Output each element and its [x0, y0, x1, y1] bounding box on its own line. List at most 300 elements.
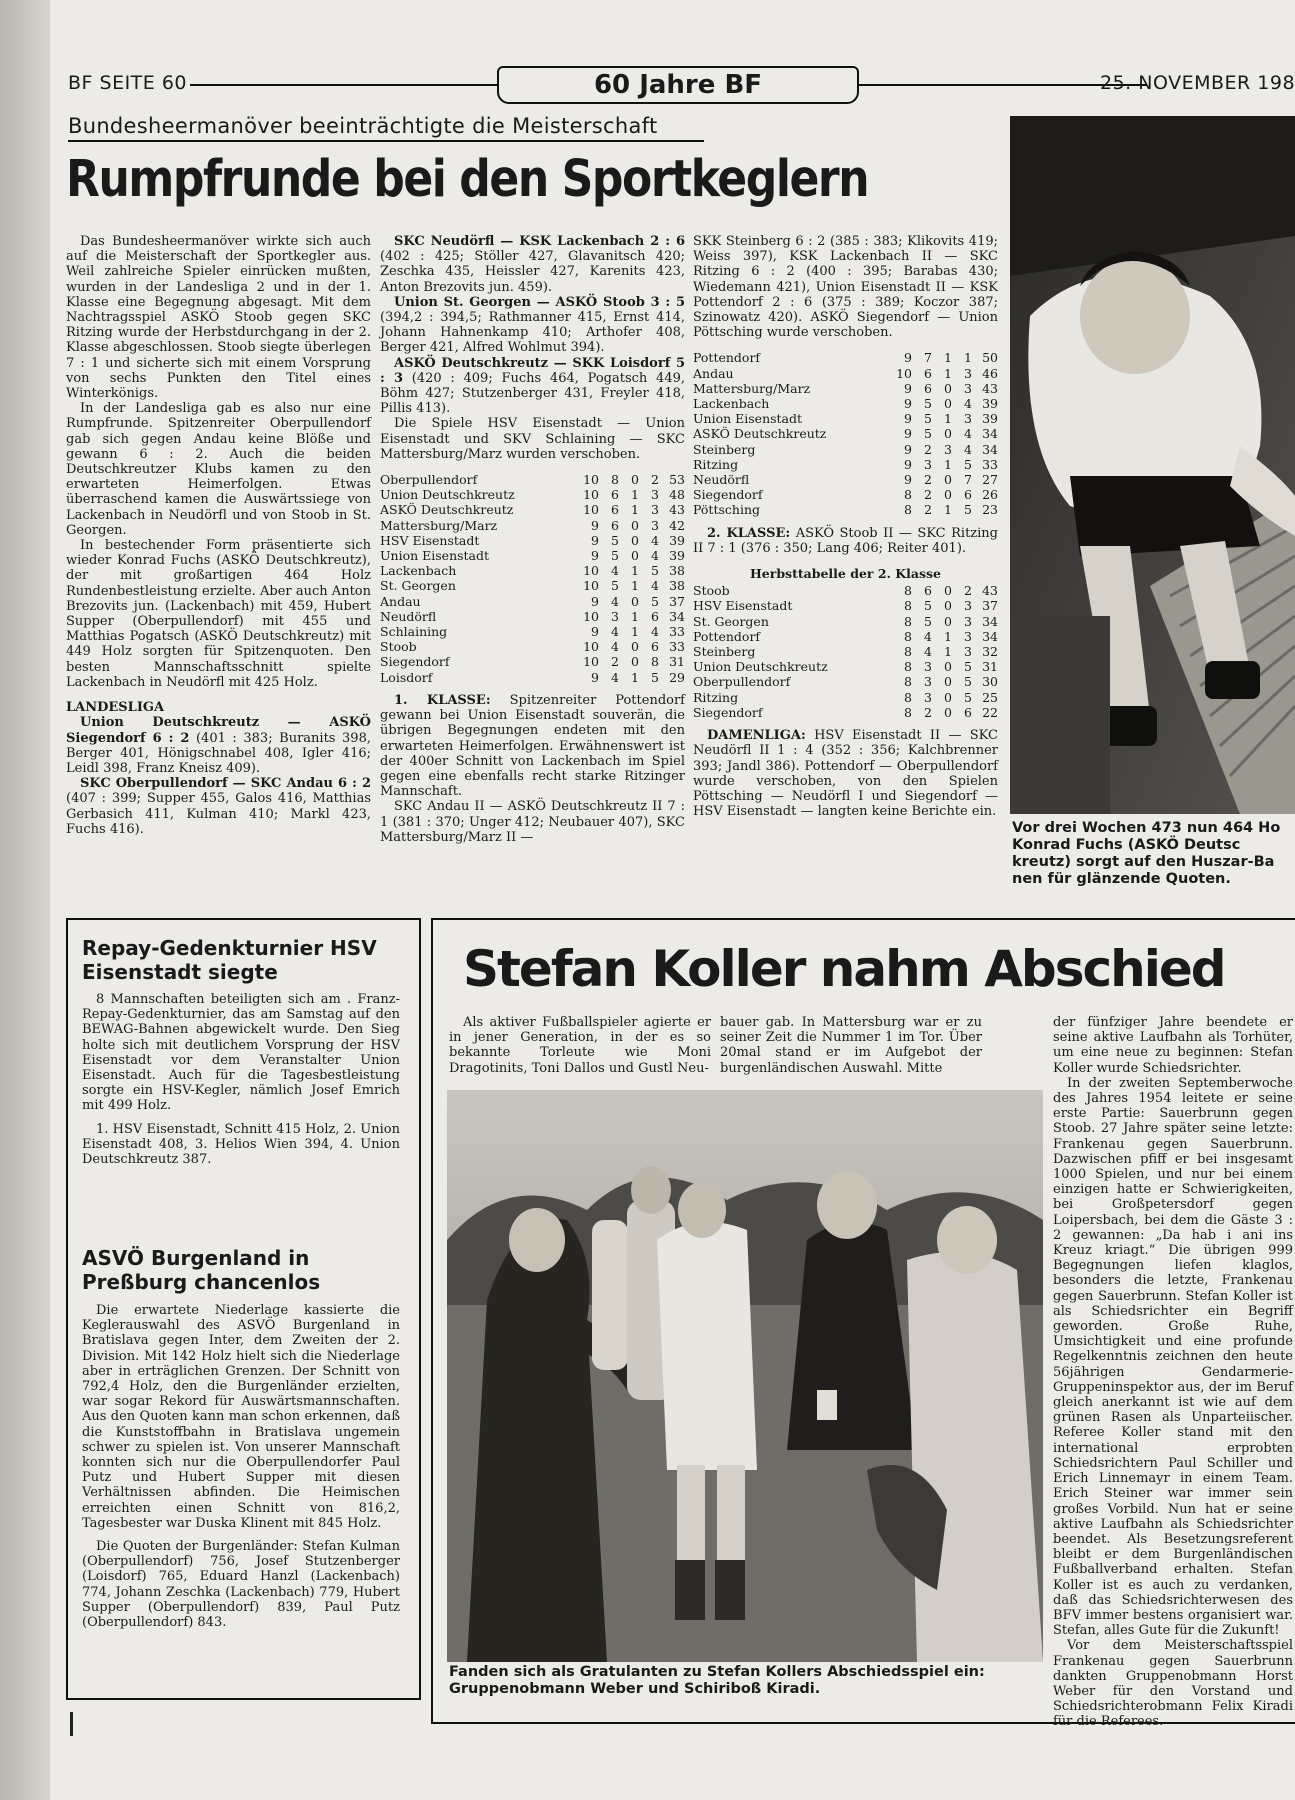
stat-value: 5: [964, 502, 972, 518]
sidebar-text-2: [82, 1303, 400, 1630]
stat-value: 5: [611, 578, 619, 594]
stat-value: 6: [651, 608, 659, 624]
table-row: [693, 629, 998, 644]
bowler-photo-caption: Vor drei Wochen 473 nun 464 Ho Konrad Fuchs (ASKÖ Deutsc kreutz) sorgt auf den Huszar-Ba nen für glänzende Quoten.: [1012, 820, 1281, 887]
stat-value: 34: [982, 613, 998, 629]
stat-value: 5: [924, 598, 932, 614]
section-subheading: LANDESLIGA: [66, 700, 165, 716]
team-name: Ritzing: [693, 456, 739, 472]
stat-value: 3: [964, 644, 972, 660]
stat-value: 2: [611, 654, 619, 670]
result-teams: SKC Neudörfl — KSK Lackenbach 2 : 6: [394, 234, 685, 249]
stat-value: 5: [924, 613, 932, 629]
team-name: Andau: [380, 593, 421, 609]
stat-value: 32: [982, 644, 998, 660]
stat-value: 6: [651, 639, 659, 655]
section-text: Spitzenreiter Pottendorf gewann bei Union Eisenstadt souverän, die übrigen Begegnungen endeten mit den erwarteten Heimerfolgen. Erwähnenswert ist der 400er Schnitt von Lackenbach im Spiel gegen eine ebenfalls recht starke Ritzinger Mannschaft.: [380, 692, 685, 800]
table-row: [693, 644, 998, 659]
team-name: Siegendorf: [693, 487, 763, 503]
team-name: Lackenbach: [693, 396, 770, 412]
stat-value: 2: [924, 472, 932, 488]
stat-value: 1: [631, 608, 639, 624]
result-details: (407 : 399; Supper 455, Galos 416, Matthias Gerbasich 411, Kulman 410; Markl 423, Fuchs 416).: [66, 791, 371, 837]
paragraph: SKC Andau II — ASKÖ Deutschkreutz II 7 : 1 (381 : 370; Unger 412; Neubauer 407), SKC Mattersburg/Marz II —: [380, 799, 685, 845]
table-row: [380, 548, 685, 563]
stat-value: 5: [924, 411, 932, 427]
team-name: Pottendorf: [693, 350, 761, 366]
stat-value: 3: [964, 411, 972, 427]
margin-mark: [70, 1712, 73, 1736]
stat-value: 3: [964, 365, 972, 381]
team-name: Steinberg: [693, 441, 756, 457]
stat-value: 8: [904, 502, 912, 518]
stat-value: 22: [982, 704, 998, 720]
header-rule-left: [190, 84, 497, 86]
stat-value: 5: [964, 689, 972, 705]
result-paragraph: [693, 728, 998, 819]
stat-value: 0: [944, 704, 952, 720]
stat-value: 9: [904, 380, 912, 396]
team-name: Schlaining: [380, 624, 448, 640]
stat-value: 27: [982, 472, 998, 488]
stat-value: 4: [651, 532, 659, 548]
stat-value: 6: [964, 704, 972, 720]
result-paragraph: [66, 776, 371, 837]
stat-value: 8: [904, 674, 912, 690]
stat-value: 10: [583, 502, 599, 518]
table-row: [380, 472, 685, 487]
team-name: Union Deutschkreutz: [380, 487, 515, 503]
stat-value: 5: [964, 659, 972, 675]
stat-value: 1: [944, 502, 952, 518]
paragraph: Die Quoten der Burgenländer: Stefan Kulman (Oberpullendorf) 756, Josef Stutzenberger (Loisdorf) 765, Eduard Hanzl (Lackenbach) 774, Johann Zeschka (Lackenbach) 779, Hubert Supper (Oberpullendorf) 839, Paul Putz (Oberpullendorf) 843.: [82, 1539, 400, 1631]
team-name: Pottendorf: [693, 628, 761, 644]
result-teams: ASKÖ Deutschkreutz — SKK Loisdorf 5 : 3: [380, 355, 685, 386]
result-teams: Union Deutschkreutz — ASKÖ Siegendorf 6 : 2: [66, 715, 371, 746]
paragraph: 8 Mannschaften beteiligten sich am . Franz-Repay-Gedenkturnier, das am Samstag auf den BEWAG-Bahnen abgewickelt wurde. Den Sieg holte sich mit deutlichem Vorsprung der HSV Eisenstadt vor dem Veranstalter Union Eisenstadt. Auch für die Tagesbestleistung sorgte ein HSV-Kegler, nämlich Josef Emrich mit 499 Holz.: [82, 992, 400, 1114]
stat-value: 10: [583, 654, 599, 670]
standings-table-landesliga: [380, 472, 685, 685]
stat-value: 9: [904, 441, 912, 457]
section-label: 1. KLASSE:: [394, 692, 491, 708]
sidebar-heading-2: ASVÖ Burgenland in Preßburg chancenlos: [82, 1246, 321, 1294]
stat-value: 0: [631, 472, 639, 488]
stat-value: 5: [964, 456, 972, 472]
stat-value: 37: [982, 598, 998, 614]
article-column-1: [66, 234, 371, 837]
stat-value: 1: [944, 350, 952, 366]
stat-value: 43: [669, 502, 685, 518]
stat-value: 10: [583, 487, 599, 503]
farewell-photo-illustration: [447, 1090, 1043, 1662]
stat-value: 8: [904, 583, 912, 599]
stat-value: 8: [904, 628, 912, 644]
result-paragraph: [66, 715, 371, 776]
stat-value: 0: [631, 548, 639, 564]
article2-column-3: [1053, 1015, 1293, 1730]
stat-value: 10: [583, 608, 599, 624]
stat-value: 4: [924, 628, 932, 644]
stat-value: 4: [611, 639, 619, 655]
stat-value: 39: [669, 532, 685, 548]
stat-value: 10: [583, 563, 599, 579]
table-row: [380, 487, 685, 502]
stat-value: 5: [924, 396, 932, 412]
newspaper-page: [50, 0, 1295, 1800]
team-name: Loisdorf: [380, 669, 433, 685]
stat-value: 6: [924, 380, 932, 396]
stat-value: 3: [651, 487, 659, 503]
result-paragraph: [380, 356, 685, 417]
article-kicker: Bundesheermanöver beeinträchtigte die Meisterschaft: [68, 114, 704, 142]
team-name: Oberpullendorf: [380, 472, 478, 488]
stat-value: 0: [631, 517, 639, 533]
stat-value: 3: [924, 689, 932, 705]
section-label: DAMENLIGA:: [707, 728, 806, 744]
sidebar-heading-1: Repay-Gedenkturnier HSV Eisenstadt siegte: [82, 936, 377, 984]
stat-value: 1: [631, 578, 639, 594]
stat-value: 4: [651, 548, 659, 564]
stat-value: 7: [964, 472, 972, 488]
stat-value: 3: [964, 598, 972, 614]
stat-value: 34: [982, 426, 998, 442]
stat-value: 34: [982, 441, 998, 457]
stat-value: 6: [924, 583, 932, 599]
table-row: [380, 518, 685, 533]
table-row: [380, 609, 685, 624]
table-row: [693, 690, 998, 705]
table-row: [693, 396, 998, 411]
stat-value: 39: [982, 411, 998, 427]
stat-value: 39: [669, 548, 685, 564]
stat-value: 1: [631, 502, 639, 518]
paragraph: In der Landesliga gab es also nur eine Rumpfrunde. Spitzenreiter Oberpullendorf gab sich gegen Andau keine Blöße und gewann 6 : 2. Auch die beiden Deutschkreutzer Klubs kamen zu den erwarteten Heimerfolgen. Etwas überraschend kamen die Auswärtssiege von Lackenbach in Neudörfl und von Stoob in St. Georgen.: [66, 401, 371, 538]
stat-value: 33: [982, 456, 998, 472]
stat-value: 0: [631, 639, 639, 655]
stat-value: 0: [944, 689, 952, 705]
table-row: [693, 366, 998, 381]
stat-value: 2: [924, 487, 932, 503]
stat-value: 4: [611, 563, 619, 579]
stat-value: 4: [611, 669, 619, 685]
result-teams: SKC Oberpullendorf — SKC Andau 6 : 2: [80, 776, 371, 792]
stat-value: 25: [982, 689, 998, 705]
team-name: HSV Eisenstadt: [380, 532, 480, 548]
stat-value: 9: [904, 350, 912, 366]
stat-value: 1: [944, 365, 952, 381]
stat-value: 42: [669, 517, 685, 533]
stat-value: 9: [904, 426, 912, 442]
stat-value: 31: [982, 659, 998, 675]
stat-value: 1: [631, 669, 639, 685]
stat-value: 43: [982, 380, 998, 396]
team-name: Union Deutschkreutz: [693, 659, 828, 675]
stat-value: 0: [631, 532, 639, 548]
stat-value: 9: [591, 532, 599, 548]
paragraph: In bestechender Form präsentierte sich wieder Konrad Fuchs (ASKÖ Deutschkreutz), der mit großartigen 464 Holz Rundenbestleistung erzielte. Aber auch Anton Brezovits jun. (Lackenbach) mit 459, Hubert Supper (Oberpullendorf) mit 455 und Matthias Pogatsch (ASKÖ Deutschkreutz) mit 449 Holz sorgten für Spitzenquoten. Den besten Mannschaftsschnitt spielte Lackenbach in Neudörfl mit 425 Holz.: [66, 538, 371, 690]
stat-value: 0: [944, 583, 952, 599]
page-date: 25. NOVEMBER 198: [1100, 72, 1295, 94]
stat-value: 2: [651, 472, 659, 488]
table-row: [693, 598, 998, 613]
stat-value: 2: [924, 502, 932, 518]
stat-value: 10: [583, 639, 599, 655]
stat-value: 3: [651, 517, 659, 533]
table-row: [380, 624, 685, 639]
article-column-3: [693, 234, 998, 819]
table-title: Herbsttabelle der 2. Klasse: [749, 566, 942, 582]
stat-value: 3: [964, 380, 972, 396]
stat-value: 53: [669, 472, 685, 488]
table-row: [693, 442, 998, 457]
paragraph: Das Bundesheermanöver wirkte sich auch auf die Meisterschaft der Sportkegler aus. Weil zahlreiche Spieler einrücken mußten, wurden in der Landesliga 2 und in der 1. Klasse eine Begegnung abgesagt. Mit dem Nachtragsspiel ASKÖ Stoob gegen SKC Ritzing wurde der Herbstdurchgang in der 2. Klasse abgeschlossen. Stoob siegte überlegen 7 : 1 und sicherte sich mit einem Vorsprung von sechs Punkten den Titel eines Winterkönigs.: [66, 234, 371, 402]
stat-value: 8: [904, 644, 912, 660]
team-name: ASKÖ Deutschkreutz: [693, 426, 827, 442]
stat-value: 3: [924, 674, 932, 690]
standings-table-klasse1: [693, 350, 998, 517]
paragraph: 1. HSV Eisenstadt, Schnitt 415 Holz, 2. Union Eisenstadt 408, 3. Helios Wien 394, 4. Union Deutschkreutz 387.: [82, 1121, 400, 1168]
table-row: [693, 614, 998, 629]
stat-value: 26: [982, 487, 998, 503]
stat-value: 8: [904, 704, 912, 720]
stat-value: 34: [669, 608, 685, 624]
table-row: [380, 670, 685, 685]
stat-value: 4: [924, 644, 932, 660]
stat-value: 3: [944, 441, 952, 457]
team-name: Pöttsching: [693, 502, 760, 518]
paragraph: Vor dem Meisterschaftsspiel Frankenau gegen Sauerbrunn dankten Gruppenobmann Horst Weber für den Vorstand und Schiedsrichterobmann Felix Kiradi für die Referees.: [1053, 1638, 1293, 1730]
stat-value: 10: [896, 365, 912, 381]
stat-value: 9: [591, 669, 599, 685]
table-row: [380, 578, 685, 593]
result-details: (394,2 : 394,5; Rathmanner 415, Ernst 414, Johann Hahnenkamp 410; Arthofer 408, Berger 421, Alfred Wohlmut 394).: [380, 310, 685, 356]
stat-value: 5: [964, 674, 972, 690]
stat-value: 1: [944, 644, 952, 660]
result-details: (402 : 425; Stöller 427, Glavanitsch 420; Zeschka 435, Heissler 427, Karenits 423, Anton Brezovits jun. 459).: [380, 249, 685, 295]
stat-value: 0: [944, 396, 952, 412]
table-row: [693, 426, 998, 441]
stat-value: 6: [611, 487, 619, 503]
stat-value: 0: [944, 380, 952, 396]
section-text: ASKÖ Stoob II — SKC Ritzing II 7 : 1 (376 : 350; Lang 406; Reiter 401).: [693, 525, 998, 556]
team-name: Mattersburg/Marz: [380, 517, 498, 533]
stat-value: 4: [651, 578, 659, 594]
stat-value: 1: [964, 350, 972, 366]
bowler-photo: [1010, 116, 1295, 814]
stat-value: 0: [631, 654, 639, 670]
paragraph: Als aktiver Fußballspieler agierte er in jener Generation, in der es so bekannte Torleute wie Moni Dragotinits, Toni Dallos und Gustl Neu-: [449, 1015, 711, 1076]
sidebar-text-1: [82, 992, 400, 1167]
paragraph: der fünfziger Jahre beendete er seine aktive Laufbahn als Torhüter, um eine neue zu beginnen: Stefan Koller wurde Schiedsrichter.: [1053, 1015, 1293, 1076]
article2-column-1: [449, 1015, 711, 1076]
team-name: Andau: [693, 365, 734, 381]
stat-value: 9: [904, 456, 912, 472]
bowler-photo-illustration: [1010, 116, 1295, 814]
standings-table-klasse2: [693, 583, 998, 720]
result-details: (401 : 383; Buranits 398, Berger 401, Hönigschnabel 408, Igler 416; Leidl 398, Franz Kneisz 409).: [66, 730, 371, 776]
section-text: HSV Eisenstadt II — SKC Neudörfl II 1 : 4 (352 : 356; Kalchbrenner 393; Jandl 386). Pottendorf — Oberpullendorf wurde verschoben, von den Spielen Pöttsching — Neudörfl I und Siegendorf — HSV Eisenstadt — langten keine Berichte ein.: [693, 728, 998, 820]
stat-value: 5: [651, 593, 659, 609]
stat-value: 9: [591, 593, 599, 609]
team-name: Steinberg: [693, 644, 756, 660]
stat-value: 9: [904, 411, 912, 427]
stat-value: 39: [982, 396, 998, 412]
table-row: [380, 563, 685, 578]
article2-box: [431, 918, 1295, 1730]
stat-value: 48: [669, 487, 685, 503]
stat-value: 5: [651, 563, 659, 579]
table-row: [693, 659, 998, 674]
paragraph: Die Spiele HSV Eisenstadt — Union Eisenstadt und SKV Schlaining — SKC Mattersburg/Marz wurden verschoben.: [380, 416, 685, 462]
stat-value: 0: [631, 593, 639, 609]
table-row: [380, 594, 685, 609]
stat-value: 33: [669, 624, 685, 640]
stat-value: 34: [982, 628, 998, 644]
stat-value: 8: [904, 659, 912, 675]
table-row: [693, 411, 998, 426]
stat-value: 1: [944, 628, 952, 644]
stat-value: 3: [651, 502, 659, 518]
stat-value: 1: [944, 456, 952, 472]
stat-value: 1: [631, 563, 639, 579]
anniversary-banner: 60 Jahre BF: [497, 66, 859, 104]
stat-value: 29: [669, 669, 685, 685]
stat-value: 8: [904, 613, 912, 629]
stat-value: 0: [944, 487, 952, 503]
article2-headline: Stefan Koller nahm Abschied: [463, 940, 1225, 998]
stat-value: 4: [964, 426, 972, 442]
table-row: [693, 705, 998, 720]
stat-value: 5: [924, 426, 932, 442]
stat-value: 38: [669, 578, 685, 594]
stat-value: 4: [651, 624, 659, 640]
stat-value: 6: [964, 487, 972, 503]
team-name: HSV Eisenstadt: [693, 598, 793, 614]
team-name: St. Georgen: [380, 578, 456, 594]
stat-value: 23: [982, 502, 998, 518]
stat-value: 8: [904, 598, 912, 614]
stat-value: 4: [964, 396, 972, 412]
stat-value: 5: [611, 548, 619, 564]
stat-value: 9: [591, 548, 599, 564]
team-name: Stoob: [693, 583, 730, 599]
stat-value: 31: [669, 654, 685, 670]
stat-value: 0: [944, 426, 952, 442]
paragraph: Die erwartete Niederlage kassierte die Keglerauswahl des ASVÖ Burgenland in Bratislava gegen Inter, dem Zweiten der 2. Division. Mit 142 Holz hielt sich die Niederlage aber in erträglichen Grenzen. Der Schnitt von 792,4 Holz, den die Burgenländer erzielten, war sogar Rekord für Auswärtsmannschaften. Aus den Quoten kann man schon erkennen, daß die Kunststoffbahn in Bratislava ungemein schwer zu spielen ist. Von unserer Mannschaft konnten sich nur die Oberpullendorfer Paul Putz und Hubert Supper mit diesen Verhältnissen abfinden. Die Heimischen erreichten einen Schnitt von 816,2, Tagesbester war Duska Klinent mit 845 Holz.: [82, 1303, 400, 1531]
article-headline: Rumpfrunde bei den Sportkeglern: [66, 150, 869, 209]
stat-value: 43: [982, 583, 998, 599]
stat-value: 9: [904, 472, 912, 488]
stat-value: 10: [583, 472, 599, 488]
stat-value: 2: [924, 441, 932, 457]
team-name: ASKÖ Deutschkreutz: [380, 502, 514, 518]
stat-value: 1: [944, 411, 952, 427]
team-name: Neudörfl: [380, 608, 437, 624]
table-row: [693, 583, 998, 598]
stat-value: 46: [982, 365, 998, 381]
stat-value: 0: [944, 598, 952, 614]
table-row: [693, 487, 998, 502]
stat-value: 2: [924, 704, 932, 720]
stat-value: 38: [669, 563, 685, 579]
team-name: Siegendorf: [380, 654, 450, 670]
team-name: Neudörfl: [693, 472, 750, 488]
team-name: Stoob: [380, 639, 417, 655]
stat-value: 6: [611, 502, 619, 518]
team-name: Union Eisenstadt: [380, 548, 490, 564]
stat-value: 0: [944, 472, 952, 488]
stat-value: 3: [611, 608, 619, 624]
table-row: [693, 381, 998, 396]
stat-value: 0: [944, 659, 952, 675]
farewell-photo-caption: Fanden sich als Gratulanten zu Stefan Kollers Abschiedsspiel ein: Gruppenobmann Weber und Schiriboß Kiradi.: [449, 1664, 985, 1697]
table-row: [380, 654, 685, 669]
stat-value: 5: [651, 669, 659, 685]
stat-value: 50: [982, 350, 998, 366]
stat-value: 7: [924, 350, 932, 366]
stat-value: 2: [964, 583, 972, 599]
stat-value: 10: [583, 578, 599, 594]
table-row: [693, 457, 998, 472]
paragraph: bauer gab. In Mattersburg war er zu seiner Zeit die Nummer 1 im Tor. Über 20mal stand er im Aufgebot der burgenländischen Auswahl. Mitte: [720, 1015, 982, 1076]
section-label: 2. KLASSE:: [707, 525, 791, 541]
result-paragraph: [380, 693, 685, 799]
stat-value: 30: [982, 674, 998, 690]
team-name: Siegendorf: [693, 704, 763, 720]
stat-value: 6: [611, 517, 619, 533]
stat-value: 8: [904, 689, 912, 705]
stat-value: 9: [904, 396, 912, 412]
stat-value: 8: [904, 487, 912, 503]
stat-value: 3: [964, 628, 972, 644]
team-name: Oberpullendorf: [693, 674, 791, 690]
stat-value: 8: [651, 654, 659, 670]
result-paragraph: [693, 526, 998, 556]
stat-value: 8: [611, 472, 619, 488]
stat-value: 1: [631, 487, 639, 503]
table-row: [380, 639, 685, 654]
stat-value: 9: [591, 624, 599, 640]
team-name: Mattersburg/Marz: [693, 380, 811, 396]
stat-value: 3: [964, 613, 972, 629]
result-teams: Union St. Georgen — ASKÖ Stoob 3 : 5: [394, 294, 685, 310]
stat-value: 4: [611, 624, 619, 640]
team-name: Ritzing: [693, 689, 739, 705]
table-row: [693, 502, 998, 517]
team-name: Union Eisenstadt: [693, 411, 803, 427]
article-column-2: [380, 234, 685, 845]
table-row: [693, 674, 998, 689]
paragraph: In der zweiten Septemberwoche des Jahres 1954 leitete er seine erste Partie: Sauerbrunn gegen Stoob. 27 Jahre später seine letzte: Frankenau gegen Sauerbrunn. Dazwischen pfiff er bei insgesamt 1000 Spielen, und nur bei einem einzigen hatte er Schwierigkeiten, bei Großpetersdorf gegen Loipersbach, bei dem die Gäste 3 : 2 gewannen: „Da hab i ani ins Kreuz kriagt.“ Die übrigen 999 Begegnungen liefen klaglos, besonders die letzte, Frankenau gegen Sauerbrunn. Stefan Koller ist als Schiedsrichter ein Begriff geworden. Große Ruhe, Umsichtigkeit und eine profunde Regelkenntnis zeichnen den heute 56jährigen Gendarmerie-Gruppeninspektor aus, der im Beruf gleich anerkannt ist wie auf dem grünen Rasen als Unparteiischer. Referee Koller stand mit den international erprobten Schiedsrichtern Paul Schiller und Erich Linnemayr in einem Team. Erich Steiner war immer sein großes Vorbild. Nun hat er seine aktive Laufbahn als Schiedsrichter beendet. Als Besetzungsreferent bleibt er dem Burgenländischen Fußballverband erhalten. Stefan Koller ist es auch zu verdanken, daß das Schiedsrichterwesen des BFV immer bestens organisiert war. Stefan, alles Gute für die Zukunft!: [1053, 1075, 1293, 1639]
sidebar-box: [66, 918, 421, 1700]
stat-value: 6: [924, 365, 932, 381]
table-row: [693, 350, 998, 365]
stat-value: 33: [669, 639, 685, 655]
result-details: (420 : 409; Fuchs 464, Pogatsch 449, Böhm 427; Stutzenberger 431, Freyler 418, Pillis 413).: [380, 370, 685, 417]
result-paragraph: [380, 234, 685, 295]
stat-value: 4: [964, 441, 972, 457]
stat-value: 1: [631, 624, 639, 640]
table-row: [380, 533, 685, 548]
stat-value: 4: [611, 593, 619, 609]
table-row: [380, 502, 685, 517]
stat-value: 37: [669, 593, 685, 609]
team-name: Lackenbach: [380, 563, 457, 579]
article2-column-2: [720, 1015, 982, 1076]
stat-value: 3: [924, 456, 932, 472]
stat-value: 3: [924, 659, 932, 675]
stat-value: 0: [944, 613, 952, 629]
